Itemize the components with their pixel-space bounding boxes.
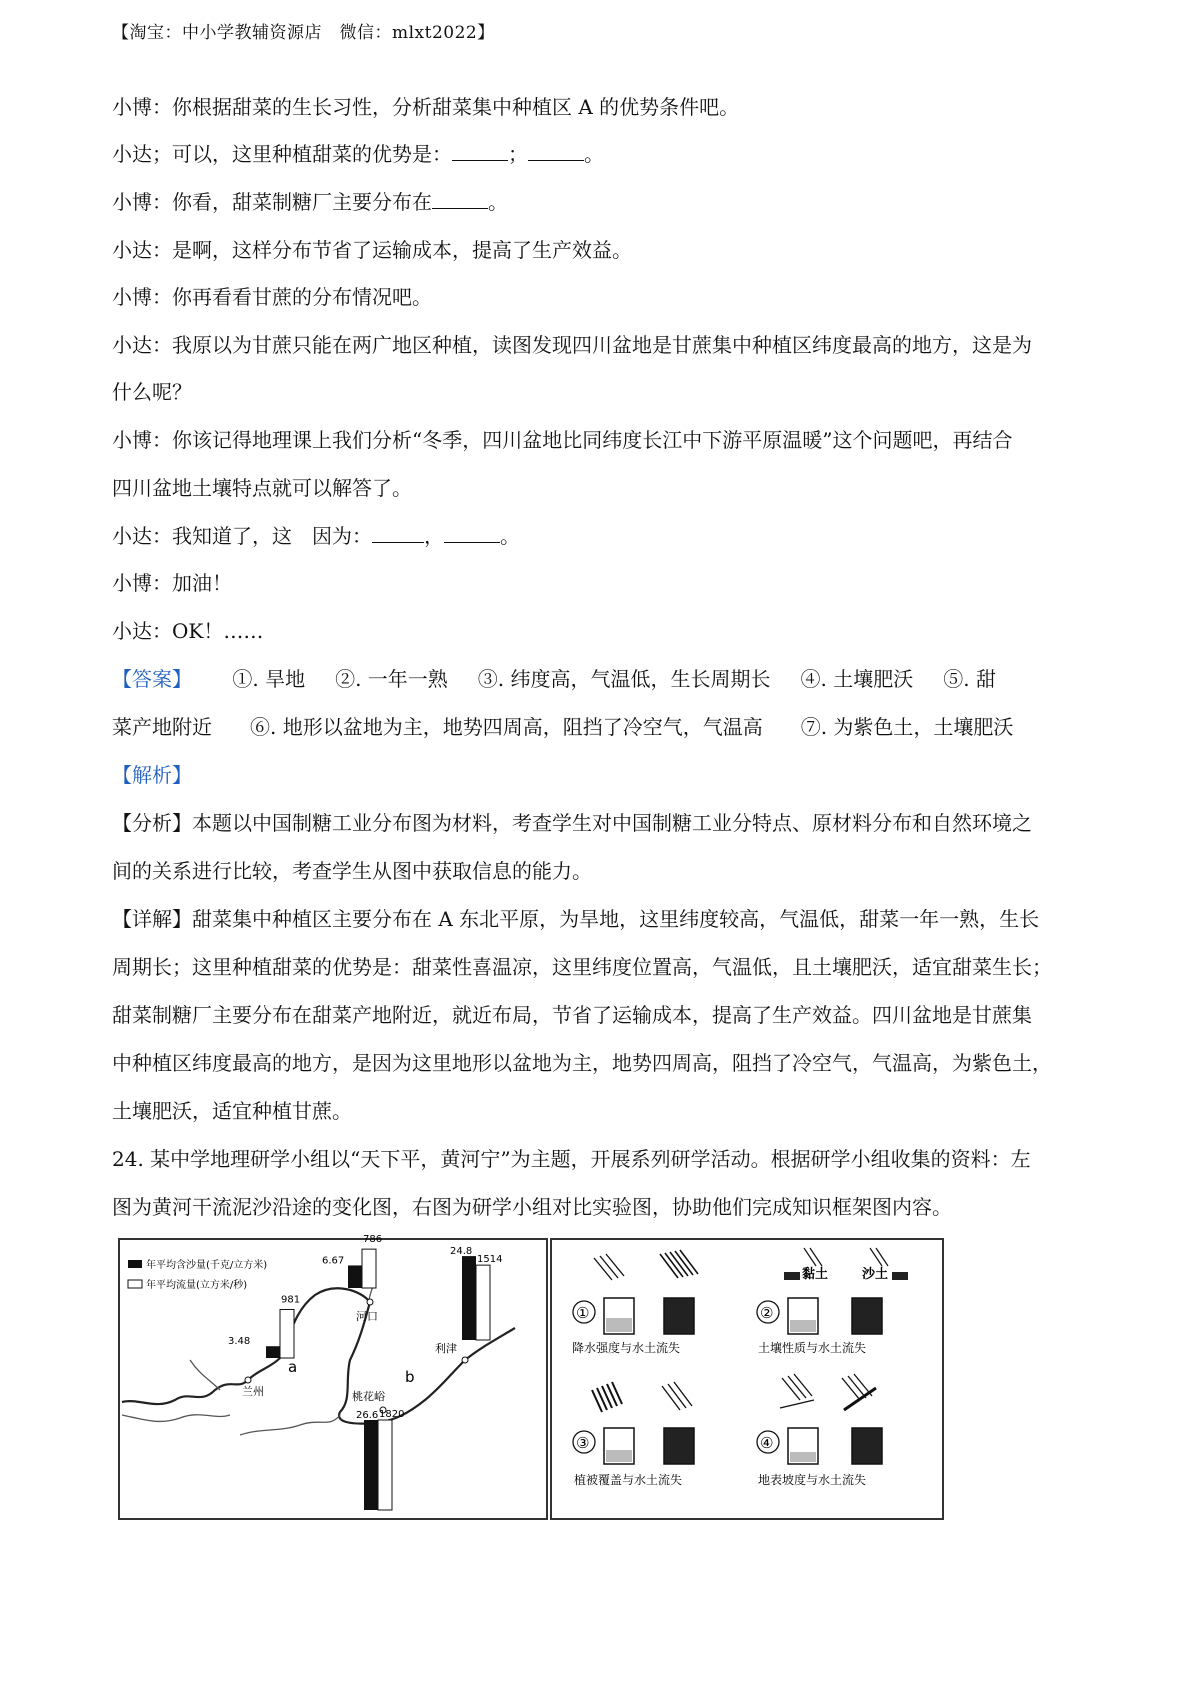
dialogue-line-9: 四川盆地土壤特点就可以解答了。	[112, 476, 412, 500]
answer-item-7: ⑦. 为紫色土，土壤肥沃	[800, 715, 1014, 739]
xiangjie-line-4: 中种植区纬度最高的地方，是因为这里地形以盆地为主，地势四周高，阻挡了冷空气，气温高，为紫色土，	[112, 1051, 1052, 1075]
slope-steep-icon	[842, 1374, 876, 1410]
legend-flow-text: 年平均流量(立方米/秒)	[146, 1280, 248, 1291]
answer-blank-3	[432, 190, 488, 209]
place-hekou: 河口	[356, 1310, 378, 1323]
beaker-4a-water	[790, 1452, 816, 1462]
soil-clay-label: 黏土	[802, 1267, 829, 1282]
sand-label-3: 26.6	[356, 1410, 379, 1421]
dialogue-line-4: 小达：是啊，这样分布节省了运输成本，提高了生产效益。	[112, 238, 632, 262]
tributary-line-2	[240, 1415, 340, 1435]
yellow-river-line	[122, 1288, 515, 1423]
xiangjie-line-5: 土壤肥沃，适宜种植甘蔗。	[112, 1099, 352, 1123]
dialogue-line-5: 小博：你再看看甘蔗的分布情况吧。	[112, 285, 432, 309]
xiangjie-label: 【详解】	[112, 907, 192, 931]
dialogue-line-1: 小博：你根据甜菜的生长习性，分析甜菜集中种植区 A 的优势条件吧。	[112, 95, 740, 119]
fenxi-line-2: 间的关系进行比较，考查学生从图中获取信息的能力。	[112, 859, 592, 883]
station-marker-lanzhou	[245, 1377, 251, 1383]
answer-item-1: ①. 旱地	[232, 667, 306, 691]
sand-bar-4	[462, 1256, 476, 1340]
place-taohuayu: 桃花峪	[352, 1390, 385, 1403]
sand-bar-2	[348, 1265, 362, 1288]
beaker-4b	[852, 1428, 882, 1464]
answer-item-5: ⑤. 甜	[943, 667, 996, 691]
fenxi-label: 【分析】	[112, 811, 192, 835]
experiment-3	[573, 1382, 694, 1487]
beaker-1a-water	[606, 1318, 632, 1332]
rain-light-icon	[594, 1254, 624, 1280]
soil-sand-label: 沙土	[862, 1267, 889, 1282]
legend-sand-swatch	[128, 1260, 142, 1268]
period-2: 。	[488, 190, 508, 214]
dialogue-line-7: 什么呢？	[112, 380, 192, 404]
xiangjie-text-1: 甜菜集中种植区主要分布在 A 东北平原，为旱地，这里纬度较高，气温低，甜菜一年一熟，生长	[192, 907, 1040, 931]
rain-icon-2	[804, 1248, 888, 1266]
answer-row-2	[112, 713, 1013, 741]
flow-label-4: 1514	[477, 1254, 503, 1266]
fenxi-text-1: 本题以中国制糖工业分布图为材料，考查学生对中国制糖工业分特点、原材料分布和自然环境之	[192, 811, 1032, 835]
semicolon-1: ；	[508, 142, 528, 166]
answer-item-5-cont: 菜产地附近	[112, 715, 212, 739]
period-1: 。	[584, 142, 604, 166]
dialogue-line-11: 小博：加油！	[112, 571, 232, 595]
comma-1: ，	[424, 524, 444, 548]
beaker-2b	[852, 1298, 882, 1334]
dialogue-line-8: 小博：你该记得地理课上我们分析“冬季，四川盆地比同纬度长江中下游平原温暖”这个问题吧，再结合	[112, 428, 1013, 452]
beaker-3a-water	[606, 1450, 632, 1462]
answer-row-1	[112, 665, 996, 693]
experiment-3-caption: 植被覆盖与水土流失	[574, 1473, 683, 1487]
rain-icon-3	[662, 1382, 692, 1410]
station-bars-group	[228, 1234, 502, 1510]
answer-item-6: ⑥. 地形以盆地为主，地势四周高，阻挡了冷空气，气温高	[250, 715, 763, 739]
experiment-1-caption: 降水强度与水土流失	[572, 1341, 681, 1355]
xiangjie-line-3: 甜菜制糖厂主要分布在甜菜产地附近，就近布局，节省了运输成本，提高了生产效益。四川盆地是甘蔗集	[112, 1003, 1032, 1027]
answer-blank-2	[528, 142, 584, 161]
experiments-svg	[552, 1240, 942, 1518]
tributary-line-3	[190, 1360, 220, 1390]
sand-label-4: 24.8	[450, 1246, 473, 1258]
experiment-3-number: ③	[576, 1434, 590, 1452]
answer-item-4: ④. 土壤肥沃	[800, 667, 914, 691]
flow-bar-1	[280, 1309, 294, 1358]
slope-gentle-icon	[780, 1374, 814, 1408]
experiment-4-number: ④	[760, 1434, 774, 1452]
answer-blank-5	[444, 524, 500, 543]
answer-blank-4	[372, 524, 424, 543]
analysis-label: 【解析】	[112, 763, 192, 787]
experiment-4	[757, 1374, 882, 1487]
answer-item-3: ③. 纬度高，气温低，生长周期长	[477, 667, 771, 691]
sand-label-1: 3.48	[228, 1336, 251, 1348]
experiment-2	[757, 1248, 908, 1355]
yellow-river-map-svg	[120, 1234, 546, 1518]
experiment-4-caption: 地表坡度与水土流失	[758, 1473, 867, 1487]
beaker-1b	[664, 1298, 694, 1334]
vegetation-icon	[592, 1382, 622, 1412]
flow-bar-2	[362, 1249, 376, 1288]
experiment-1	[572, 1250, 698, 1355]
xiangjie-line-2: 周期长；这里种植甜菜的优势是：甜菜性喜温凉，这里纬度位置高，气温低，且土壤肥沃，适宜甜菜生长；	[112, 955, 1052, 979]
answer-item-2: ②. 一年一熟	[335, 667, 448, 691]
experiment-2-caption: 土壤性质与水土流失	[758, 1341, 867, 1355]
page-header-watermark: 【淘宝：中小学教辅资源店 微信：mlxt2022】	[112, 23, 495, 43]
sand-label-2: 6.67	[322, 1255, 345, 1267]
letter-a: a	[288, 1358, 298, 1376]
station-marker-hekou	[367, 1299, 373, 1305]
answer-blank-1	[452, 142, 508, 161]
flow-bar-3	[378, 1420, 392, 1510]
flow-label-2: 786	[363, 1234, 383, 1246]
period-3: 。	[500, 524, 520, 548]
dialogue-line-3-text: 小博：你看，甜菜制糖厂主要分布在	[112, 190, 432, 214]
legend-flow-swatch	[128, 1280, 142, 1288]
xiangjie-line-1	[112, 905, 1039, 933]
q24-line-1: 24. 某中学地理研学小组以“天下平，黄河宁”为主题，开展系列研学活动。根据研学小组收集的资料：左	[112, 1147, 1031, 1171]
beaker-2a-water	[790, 1320, 816, 1332]
tributary-line-1	[122, 1415, 230, 1422]
dialogue-line-10-text: 小达：我知道了，这 因为：	[112, 524, 372, 548]
soil-sand-block	[892, 1272, 908, 1280]
sand-bar-3	[364, 1420, 378, 1510]
letter-b: b	[405, 1368, 415, 1386]
flow-label-3: 1820	[379, 1409, 405, 1420]
fenxi-line-1	[112, 809, 1032, 837]
dialogue-line-2-text: 小达；可以，这里种植甜菜的优势是：	[112, 142, 452, 166]
q24-line-2: 图为黄河干流泥沙沿途的变化图，右图为研学小组对比实验图，协助他们完成知识框架图内容。	[112, 1195, 952, 1219]
dialogue-line-3	[112, 188, 508, 216]
soil-clay-block	[784, 1272, 800, 1280]
soil-erosion-experiments-figure	[550, 1238, 944, 1520]
rain-heavy-icon	[660, 1250, 698, 1278]
sand-bar-1	[266, 1346, 280, 1358]
yellow-river-sediment-figure	[118, 1234, 548, 1520]
dialogue-line-2	[112, 140, 604, 168]
place-lanzhou: 兰州	[242, 1385, 264, 1398]
dialogue-line-12: 小达：OK！……	[112, 619, 264, 643]
place-lijin: 利津	[435, 1342, 457, 1355]
beaker-3b	[664, 1428, 694, 1464]
flow-bar-4	[476, 1265, 490, 1340]
legend-sand-text: 年平均含沙量(千克/立方米)	[146, 1260, 268, 1271]
answer-label: 【答案】	[112, 667, 192, 691]
dialogue-line-10	[112, 522, 520, 550]
station-marker-lijin	[462, 1357, 468, 1363]
experiment-1-number: ①	[576, 1304, 590, 1322]
dialogue-line-6: 小达：我原以为甘蔗只能在两广地区种植，读图发现四川盆地是甘蔗集中种植区纬度最高的地方，这是为	[112, 333, 1032, 357]
flow-label-1: 981	[281, 1294, 301, 1306]
experiment-2-number: ②	[760, 1304, 774, 1322]
